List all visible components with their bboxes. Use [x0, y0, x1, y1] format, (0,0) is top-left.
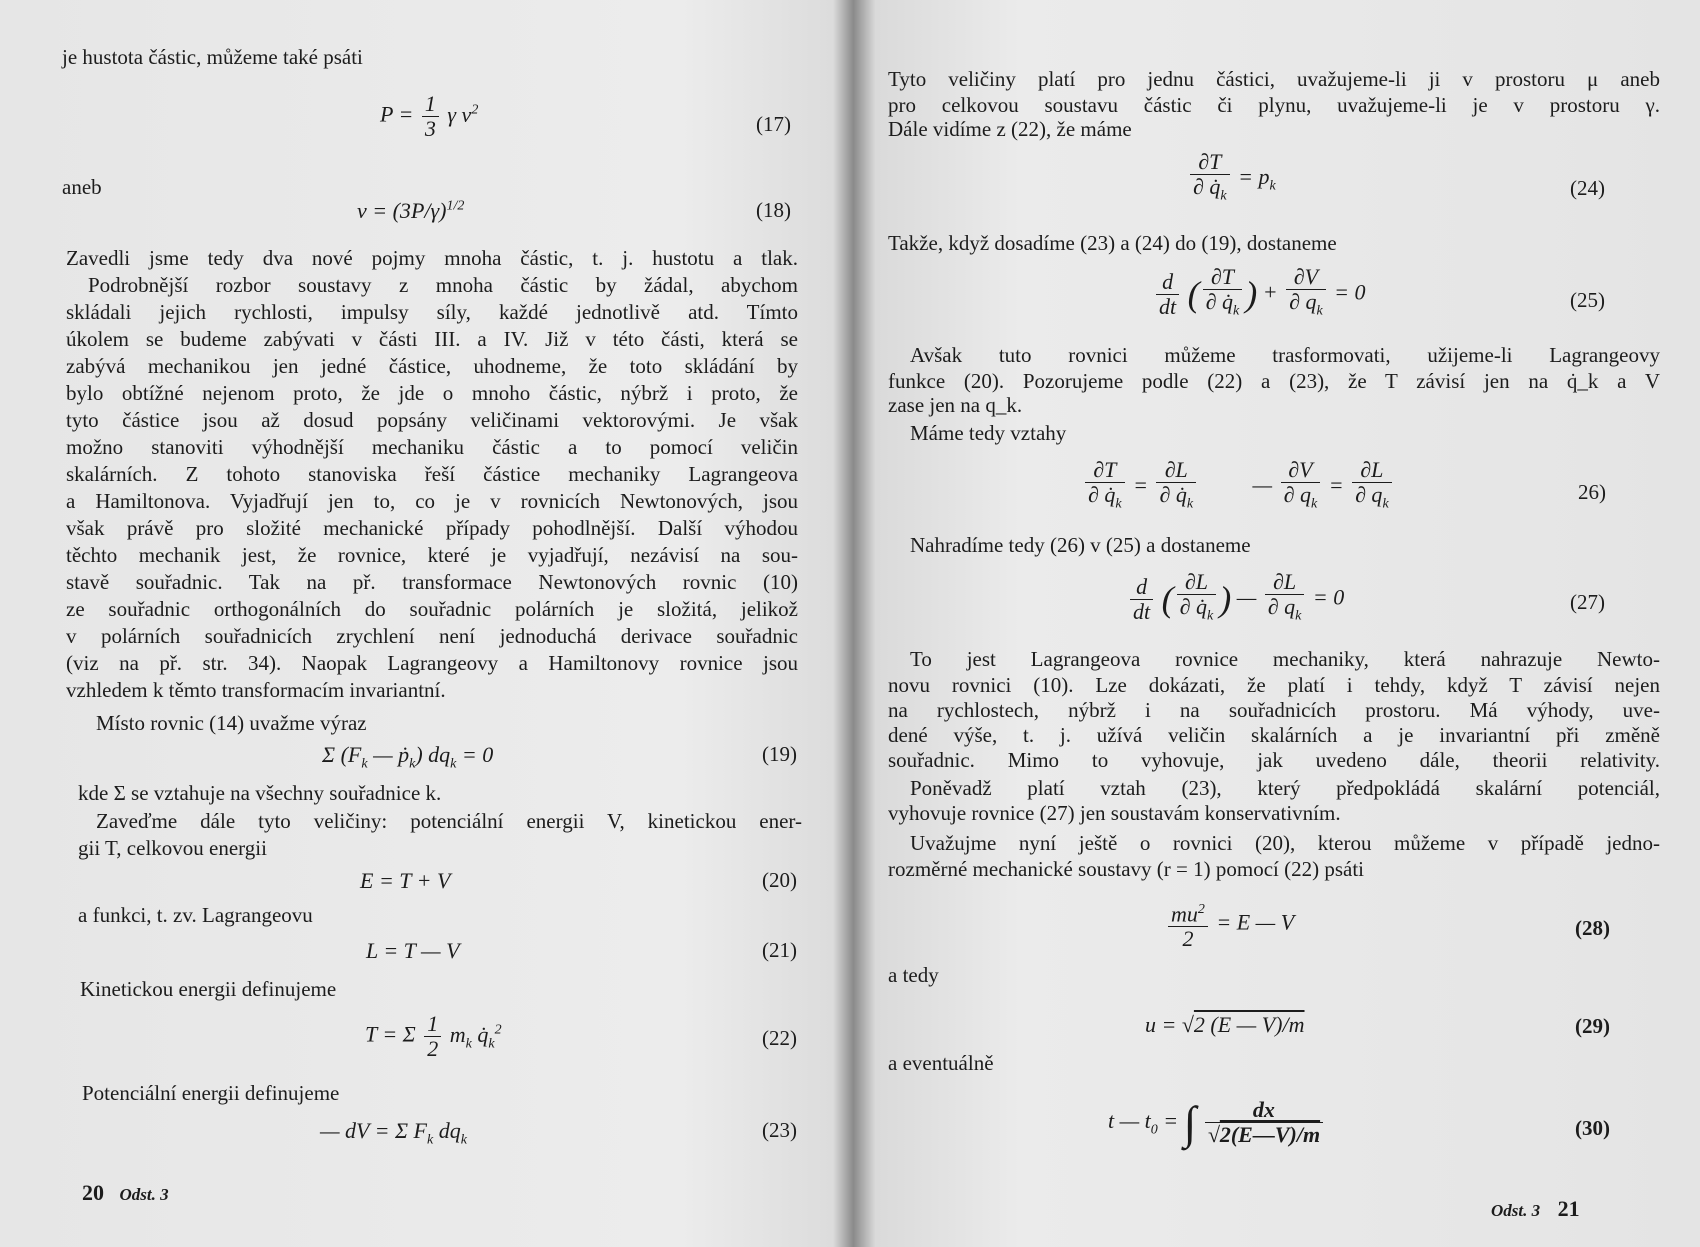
text-line: novu rovnici (10). Lze dokázati, že platí i tehdy, když T závisí nejen [888, 673, 1660, 697]
equation-number: (28) [1575, 916, 1610, 940]
text-line: zabývá mechanikou jen jedné částice, uhodneme, že toto skládání by [66, 354, 798, 378]
text-line: Nahradíme tedy (26) v (25) a dostaneme [910, 533, 1251, 557]
equation-18: $v = (3P/\gamma)^{1/2}$ [357, 198, 465, 223]
equation-20: E = T + V [360, 868, 451, 893]
text-line: Zaveďme dále tyto veličiny: potenciální energii V, kinetickou ener- [96, 809, 802, 833]
equation-number: (23) [762, 1118, 797, 1142]
text-line: a funkci, t. zv. Lagrangeovu [78, 903, 313, 927]
text-line: je hustota částic, můžeme také psáti [62, 45, 363, 69]
section-label: Odst. 3 [119, 1185, 169, 1204]
equation-17: P = $\frac{1}{3}$ γ $v^2$ [380, 91, 479, 141]
equation-29: u = √2 (E — V)/m [1145, 1012, 1305, 1037]
text-line: Tyto veličiny platí pro jednu částici, uvažujeme-li ji v prostoru μ aneb [888, 67, 1660, 91]
equation-23: — dV = Σ $F_k$ $dq_k$ [320, 1118, 467, 1148]
equation-number: 26) [1578, 480, 1606, 504]
text-line: Avšak tuto rovnici můžeme trasformovati, užijeme-li Lagrangeovy [910, 343, 1660, 367]
text-line: ze souřadnic orthogonálních do souřadnic polárních je složitá, jelikož [66, 597, 798, 621]
text-line: zase jen na q_k. [888, 393, 1023, 417]
text-line: Máme tedy vztahy [910, 421, 1067, 445]
text-line: kde Σ se vztahuje na všechny souřadnice k. [78, 781, 442, 805]
equation-27: $\frac{d}{dt}$ ( $\frac{\partial L}{\partial q̇_k}$ ) — $\frac{\partial L}{\partial q_k}$ = 0 [1127, 570, 1344, 628]
page-number [82, 1180, 169, 1206]
equation-number: (22) [762, 1026, 797, 1050]
text-line: a tedy [888, 963, 939, 987]
text-line: v polárních souřadnicích zrychlení není jednoduchá derivace souřadnic [66, 624, 798, 648]
text-line: a Hamiltonova. Vyjadřují jen to, co je v rovnicích Newtonových, jsou [66, 489, 798, 513]
text-line: Zavedli jsme tedy dva nové pojmy mnoha částic, t. j. hustotu a tlak. [66, 246, 798, 270]
equation-21: L = T — V [366, 938, 460, 963]
text-line: souřadnic. Mimo to vyhovuje, jak uvedeno dále, theorii relativity. [888, 748, 1660, 772]
right-page [855, 0, 1700, 1247]
equation-24: $\frac{\partial T}{\partial q̇_k}$ = $p_k$ [1187, 150, 1276, 208]
equation-number: (27) [1570, 590, 1605, 614]
text-line: možno stanoviti výhodnější mechaniku částic a to pomocí veličin [66, 435, 798, 459]
text-line: skalárních. Z tohoto stanoviska řeší částice mechaniky Lagrangeova [66, 462, 798, 486]
text-line: a eventuálně [888, 1051, 994, 1075]
equation-number: (30) [1575, 1116, 1610, 1140]
text-line: gii T, celkovou energii [78, 836, 267, 860]
text-line: Podrobnější rozbor soustavy z mnoha částic by žádal, abychom [88, 273, 798, 297]
section-label: Odst. 3 [1491, 1201, 1541, 1220]
equation-28: $\frac{mu^2}{2}$ = E — V [1165, 898, 1294, 951]
text-line: stavě souřadnic. Tak na př. transformace Newtonových rovnic (10) [66, 570, 798, 594]
left-page [0, 0, 845, 1247]
text-line: vyhovuje rovnice (27) jen soustavám konservativním. [888, 801, 1341, 825]
text-line: To jest Lagrangeova rovnice mechaniky, která nahrazuje Newto- [910, 647, 1660, 671]
text-line: dené výše, t. j. užívá veličin skalárních a je invariantní při změně [888, 723, 1660, 747]
text-line: aneb [62, 175, 102, 199]
text-line: Takže, když dosadíme (23) a (24) do (19), dostaneme [888, 231, 1337, 255]
text-line: Dále vidíme z (22), že máme [888, 117, 1132, 141]
text-line: rozměrné mechanické soustavy (r = 1) pomocí (22) psáti [888, 857, 1365, 881]
equation-26: $\frac{\partial T}{\partial q̇_k}$ = $\frac{\partial L}{\partial q̇_k}$ — $\frac{\partial V}{\partial q_k}$ = $\frac{\partial L}{\partial q_k}$ [1082, 458, 1395, 516]
text-line: tyto částice jsou až dosud popsány veličinami vektorovými. Je však [66, 408, 798, 432]
text-line: funkce (20). Pozorujeme podle (22) a (23), že T závisí jen na q̇_k a V [888, 369, 1660, 393]
text-line: Potenciální energii definujeme [82, 1081, 340, 1105]
equation-19: Σ ($F_k$ — ṗ$_k$) $dq_k = 0$ [322, 742, 494, 772]
equation-number: (20) [762, 868, 797, 892]
page-number-value: 21 [1557, 1196, 1580, 1221]
text-line: na rychlostech, nýbrž i na souřadnicích prostoru. Má výhody, uve- [888, 698, 1660, 722]
equation-number: (24) [1570, 176, 1605, 200]
text-line: však právě pro složité mechanické případy pohodlnější. Další výhodou [66, 516, 798, 540]
page-number [1491, 1196, 1580, 1222]
equation-number: (17) [756, 112, 791, 136]
text-line: Uvažujme nyní ještě o rovnici (20), kterou můžeme v případě jedno- [910, 831, 1660, 855]
equation-25: $\frac{d}{dt}$ ( $\frac{\partial T}{\partial q̇_k}$ ) + $\frac{\partial V}{\partial q_k}$ = 0 [1153, 265, 1366, 323]
text-line: pro celkovou soustavu částic či plynu, uvažujeme-li je v prostoru γ. [888, 93, 1660, 117]
equation-30: t — $t_0$ = ∫ $\frac{dx}{√2(E—V)/m}$ [1108, 1096, 1326, 1149]
text-line: Místo rovnic (14) uvažme výraz [96, 711, 367, 735]
text-line: bylo obtížné nejenom proto, že jde o mnoho částic, nýbrž i proto, že [66, 381, 798, 405]
equation-number: (18) [756, 198, 791, 222]
equation-22: T = Σ $\frac{1}{2}$ $m_k$ $q̇_k^2$ [365, 1011, 502, 1061]
text-line: vzhledem k těmto transformacím invariantní. [66, 678, 446, 702]
text-line: úkolem se budeme zabývati v části III. a IV. Již v této části, která se [66, 327, 798, 351]
equation-number: (29) [1575, 1014, 1610, 1038]
page-number-value: 20 [82, 1180, 104, 1205]
equation-number: (19) [762, 742, 797, 766]
text-line: Poněvadž platí vztah (23), který předpokládá skalární potenciál, [910, 776, 1660, 800]
text-line: Kinetickou energii definujeme [80, 977, 337, 1001]
text-line: skládali jejich rychlosti, impulsy síly, každé jednotlivě atd. Tímto [66, 300, 798, 324]
text-line: těchto mechanik jest, že rovnice, které je vyjadřují, nezávisí na sou- [66, 543, 798, 567]
equation-number: (21) [762, 938, 797, 962]
text-line: (viz na př. str. 34). Naopak Lagrangeovy a Hamiltonovy rovnice jsou [66, 651, 798, 675]
equation-number: (25) [1570, 288, 1605, 312]
